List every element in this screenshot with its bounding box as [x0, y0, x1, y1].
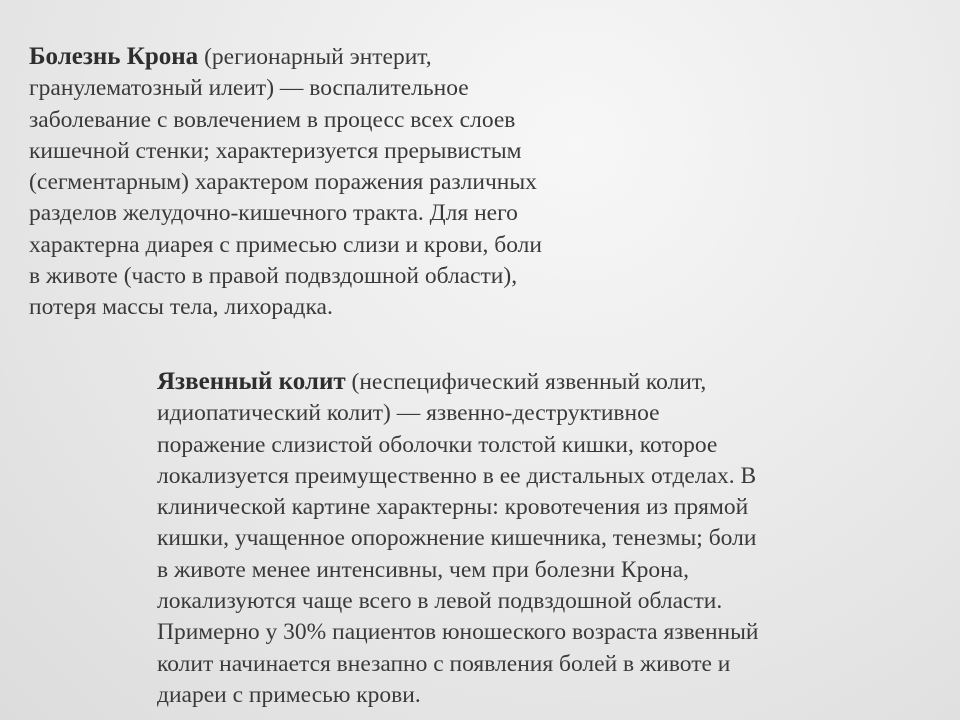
crohn-text: потеря массы тела, лихорадка. [29, 294, 333, 321]
crohn-disease-term: Болезнь Крона [29, 43, 199, 70]
crohn-text: в животе (часто в правой подвздошной области), [29, 263, 518, 290]
uc-text: кишки, учащенное опорожнение кишечника, тенезмы; боли [157, 525, 757, 552]
crohn-text: заболевание с вовлечением в процесс всех слоев [29, 106, 516, 133]
uc-text: Примерно у 30% пациентов юношеского возраста язвенный [157, 619, 759, 646]
uc-text: (неспецифический язвенный колит, [345, 369, 707, 395]
uc-text: колит начинается внезапно с появления болей в животе и [157, 650, 731, 677]
uc-text: диареи с примесью крови. [157, 681, 421, 708]
crohn-disease-paragraph [29, 41, 719, 324]
uc-text: в животе менее интенсивны, чем при болезни Крона, [157, 556, 689, 583]
ulcerative-colitis-term: Язвенный колит [157, 368, 346, 395]
crohn-line-1 [29, 41, 719, 73]
uc-line-1 [157, 366, 937, 398]
crohn-text: (сегментарным) характером поражения различных [29, 169, 537, 196]
crohn-text: характерна диарея с примесью слизи и крови, боли [29, 231, 542, 258]
uc-text: идиопатический колит) — язвенно-деструктивное [157, 400, 660, 427]
uc-text: клинической картине характерны: кровотечения из прямой [157, 494, 749, 521]
uc-text: локализуется преимущественно в ее дистальных отделах. В [157, 462, 757, 489]
crohn-text: гранулематозный илеит) — воспалительное [29, 75, 469, 102]
uc-text: локализуются чаще всего в левой подвздошной области. [157, 588, 723, 615]
uc-text: поражение слизистой оболочки толстой кишки, которое [157, 431, 718, 458]
crohn-text: разделов желудочно-кишечного тракта. Для него [29, 200, 518, 227]
ulcerative-colitis-paragraph [157, 366, 937, 711]
crohn-text: (регионарный энтерит, [198, 44, 432, 70]
crohn-text: кишечной стенки; характеризуется прерывистым [29, 137, 522, 164]
